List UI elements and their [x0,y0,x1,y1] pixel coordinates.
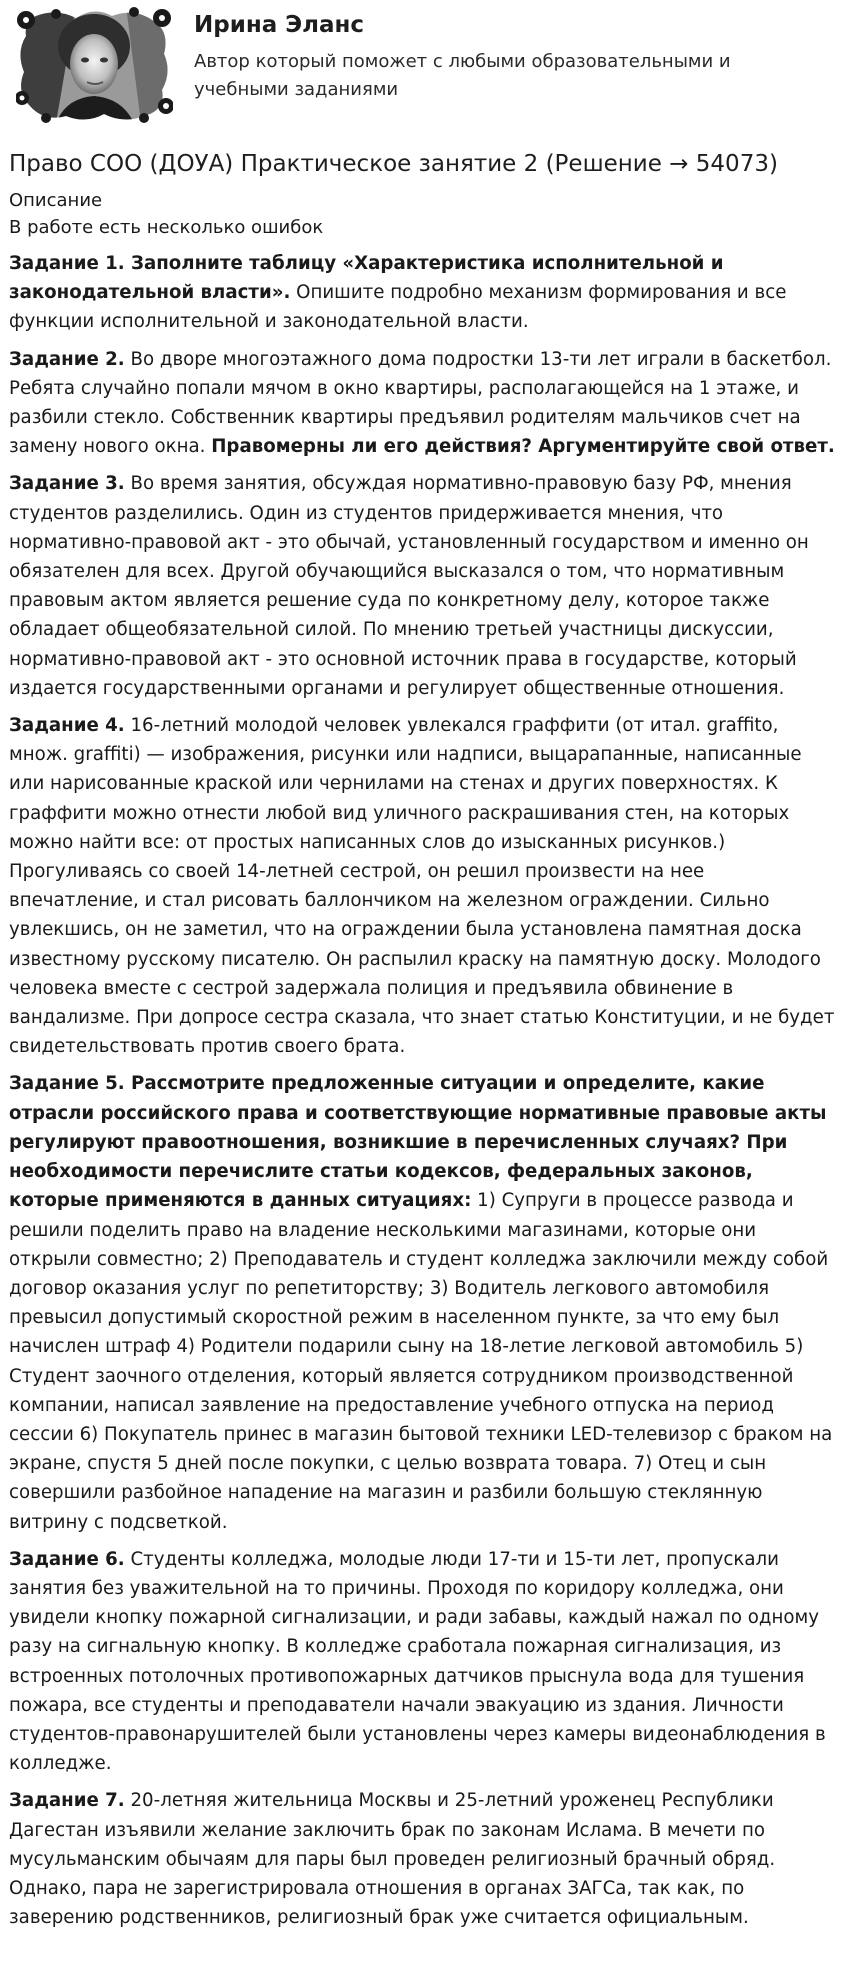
task-2-bold-text: Правомерны ли его действия? Аргументируйте свой ответ. [211,436,835,458]
task-2-text: Во дворе многоэтажного дома подростки 13-ти лет играли в баскетбол. Ребята случайно попали мячом в окно квартиры, располагающейся на 1 этаже, и разбили стекло. Собственник квартиры предъявил родителям мальчиков счет на замену нового окна. [9,348,832,458]
task-6-label: Задание 6. [9,1548,125,1570]
task-3 [9,469,838,703]
task-2 [9,345,838,462]
task-5-label: Задание 5. [9,1073,125,1095]
task-5 [9,1069,838,1536]
author-description: Автор который поможет с любыми образовательными и учебными заданиями [194,51,731,100]
task-2-label: Задание 2. [9,348,125,370]
task-6-text: Студенты колледжа, молодые люди 17-ти и 15-ти лет, пропускали занятия без уважительной на то причины. Проходя по коридору колледжа, они увидели кнопку пожарной сигнализации, и ради забавы, каждый нажал по одному разу на сигнальную кнопку. В колледже сработала пожарная сигнализация, из встроенных потолочных противопожарных датчиков прыснула вода для тушения пожара, все студенты и преподаватели начали эвакуацию из здания. Личности студентов-правонарушителей были установлены через камеры видеонаблюдения в колледже. [9,1548,826,1775]
description-label: Описание [9,190,103,211]
task-3-label: Задание 3. [9,473,125,495]
task-1-label: Задание 1. [9,253,125,274]
description-note: В работе есть несколько ошибок [9,217,324,238]
page-title: Право СОО (ДОУА) Практическое занятие 2 (Решение → 54073) [9,151,778,177]
task-3-text: Во время занятия, обсуждая нормативно-правовую базу РФ, мнения студентов разделились. Один из студентов придерживается мнения, что нормативно-правовой акт - это обычай, установленный государством и именно он обязателен для всех. Другой обучающийся высказался о том, что нормативным правовым актом является решение суда по конкретному делу, которое также обладает общеобязательной силой. По мнению третьей участницы дискуссии, нормативно-правовой акт - это основной источник права в государстве, который издается государственными органами и регулирует общественные отношения. [9,473,809,699]
task-4 [9,711,838,1061]
task-7-label: Задание 7. [9,1790,125,1812]
task-1-text: Опишите подробно механизм формирования и все функции исполнительной и законодательной власти. [9,282,787,333]
task-7 [9,1786,838,1932]
task-7-text: 20-летняя жительница Москвы и 25-летний уроженец Республики Дагестан изъявили желание заключить брак по законам Ислама. В мечети по мусульманским обычаям для пары был проведен религиозный брачный обряд. Однако, пара не зарегистрировала отношения в органах ЗАГСа, так как, по заверению родственников, религиозный брак уже считается официальным. [9,1790,776,1929]
task-5-bold-text: Рассмотрите предложенные ситуации и определите, какие отрасли российского права и соответствующие нормативные правовые акты регулируют правоотношения, возникшие в перечисленных случаях? При необходимости перечислите статьи кодексов, федеральных законов, которые применяются в данных ситуациях: [9,1073,827,1212]
task-6 [9,1545,838,1779]
task-4-text: 16-летний молодой человек увлекался граффити (от итал. graffito, множ. graffiti) — изображения, рисунки или надписи, выцарапанные, написанные или нарисованные краской или чернилами на стенах и других поверхностях. К граффити можно отнести любой вид уличного раскрашивания стен, на которых можно найти все: от простых написанных слов до изысканных рисунков.) Прогуливаясь со своей 14-летней сестрой, он решил произвести на нее впечатление, и стал рисовать баллончиком на железном ограждении. Сильно увлекшись, он не заметил, что на ограждении была установлена памятная доска известному русскому писателю. Он распылил краску на памятную доску. Молодого человека вместе с сестрой задержала полиция и предъявила обвинение в вандализме. При допросе сестра сказала, что знает статью Конституции, и не будет свидетельствовать против своего брата. [9,715,835,1058]
task-5-text: 1) Супруги в процессе развода и решили поделить право на владение несколькими магазинами, которые они открыли совместно; 2) Преподаватель и студент колледжа заключили между собой договор оказания услуг по репетиторству; 3) Водитель легкового автомобиля превысил допустимый скоростной режим в населенном пункте, за что ему был начислен штраф 4) Родители подарили сыну на 18-летие легковой автомобиль 5) Студент заочного отделения, который является сотрудником производственной компании, написал заявление на предоставление учебного отпуска на период сессии 6) Покупатель принес в магазин бытовой техники LED-телевизор с браком на экране, спустя 5 дней после покупки, с целью возврата товара. 7) Отец и сын совершили разбойное нападение на магазин и разбили большую стеклянную витрину с подсветкой. [9,1190,833,1533]
author-name[interactable]: Ирина Эланс [194,12,365,38]
task-4-label: Задание 4. [9,715,125,737]
task-1 [9,249,838,337]
author-avatar[interactable] [16,6,173,123]
author-block [9,0,838,140]
task-1-bold-text: Заполните таблицу «Характеристика исполнительной и законодательной власти». [9,253,724,304]
